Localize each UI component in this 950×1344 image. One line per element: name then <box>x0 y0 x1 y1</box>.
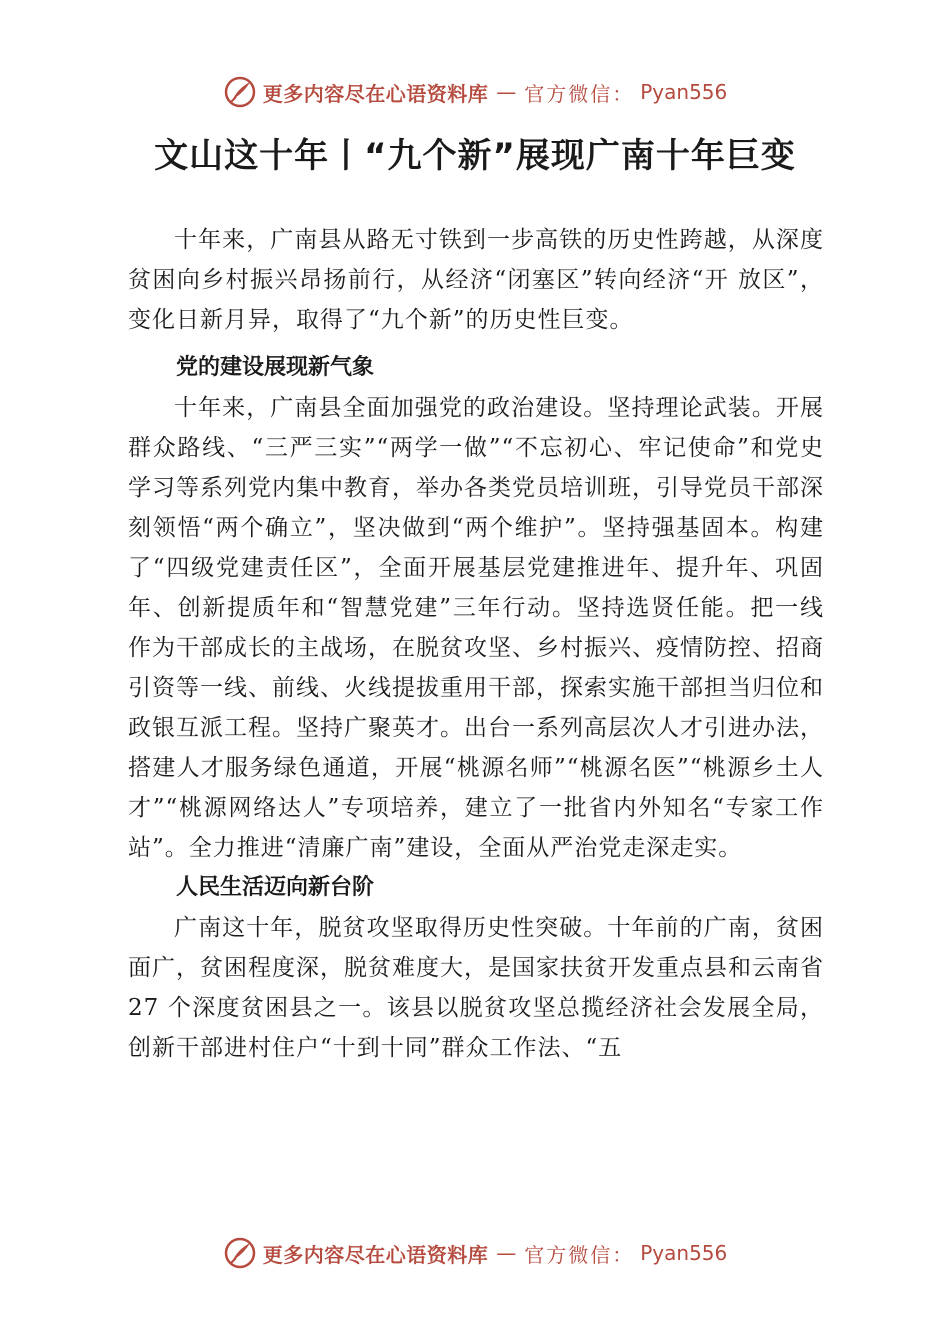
article-body <box>128 220 824 1068</box>
intro-paragraph: 十年来，广南县从路无寸铁到一步高铁的历史性跨越，从深度贫困向乡村振兴昂扬前行，从经济“闭塞区”转向经济“开 放区”，变化日新月异，取得了“九个新”的历史性巨变。 <box>128 227 824 333</box>
banner-wechat-label: 官方微信： <box>524 1242 635 1267</box>
banner-separator: — <box>496 1241 517 1265</box>
header-banner <box>0 72 950 112</box>
section-heading: 党的建设展现新气象 <box>176 355 375 380</box>
page-title: 文山这十年丨“九个新”展现广南十年巨变 <box>154 136 796 176</box>
section-heading: 人民生活迈向新台阶 <box>176 875 375 900</box>
banner-wechat-id: Pyan556 <box>640 1241 728 1265</box>
banner-wechat-id: Pyan556 <box>640 80 728 104</box>
section-paragraph: 十年来，广南县全面加强党的政治建设。坚持理论武装。开展群众路线、“三严三实”“两学一做”“不忘初心、牢记使命”和党史学习等系列党内集中教育，举办各类党员培训班，引导党员干部深刻领悟“两个确立”，坚决做到“两个维护”。坚持强基固本。构建了“四级党建责任区”，全面开展基层党建推进年、提升年、巩固年、创新提质年和“智慧党建”三年行动。坚持选贤任能。把一线作为干部成长的主战场，在脱贫攻坚、乡村振兴、疫情防控、招商引资等一线、前线、火线提拔重用干部，探索实施干部担当归位和政银互派工程。坚持广聚英才。出台一系列高层次人才引进办法，搭建人才服务绿色通道，开展“桃源名师”“桃源名医”“桃源乡土人才”“桃源网络达人”专项培养，建立了一批省内外知名“专家工作站”。全力推进“清廉广南”建设，全面从严治党走深走实。 <box>128 395 824 861</box>
banner-wechat-label: 官方微信： <box>524 81 635 106</box>
quill-logo-icon <box>223 75 257 109</box>
quill-logo-icon <box>223 1236 257 1270</box>
banner-main-text: 更多内容尽在心语资料库 <box>262 1242 489 1267</box>
banner-main-text: 更多内容尽在心语资料库 <box>262 81 489 106</box>
footer-banner <box>0 1233 950 1273</box>
section-paragraph: 广南这十年，脱贫攻坚取得历史性突破。十年前的广南，贫困面广，贫困程度深，脱贫难度大，是国家扶贫开发重点县和云南省 27 个深度贫困县之一。该县以脱贫攻坚总揽经济社会发展全局，创新干部进村住户“十到十同”群众工作法、“五 <box>128 915 824 1061</box>
banner-separator: — <box>496 80 517 104</box>
